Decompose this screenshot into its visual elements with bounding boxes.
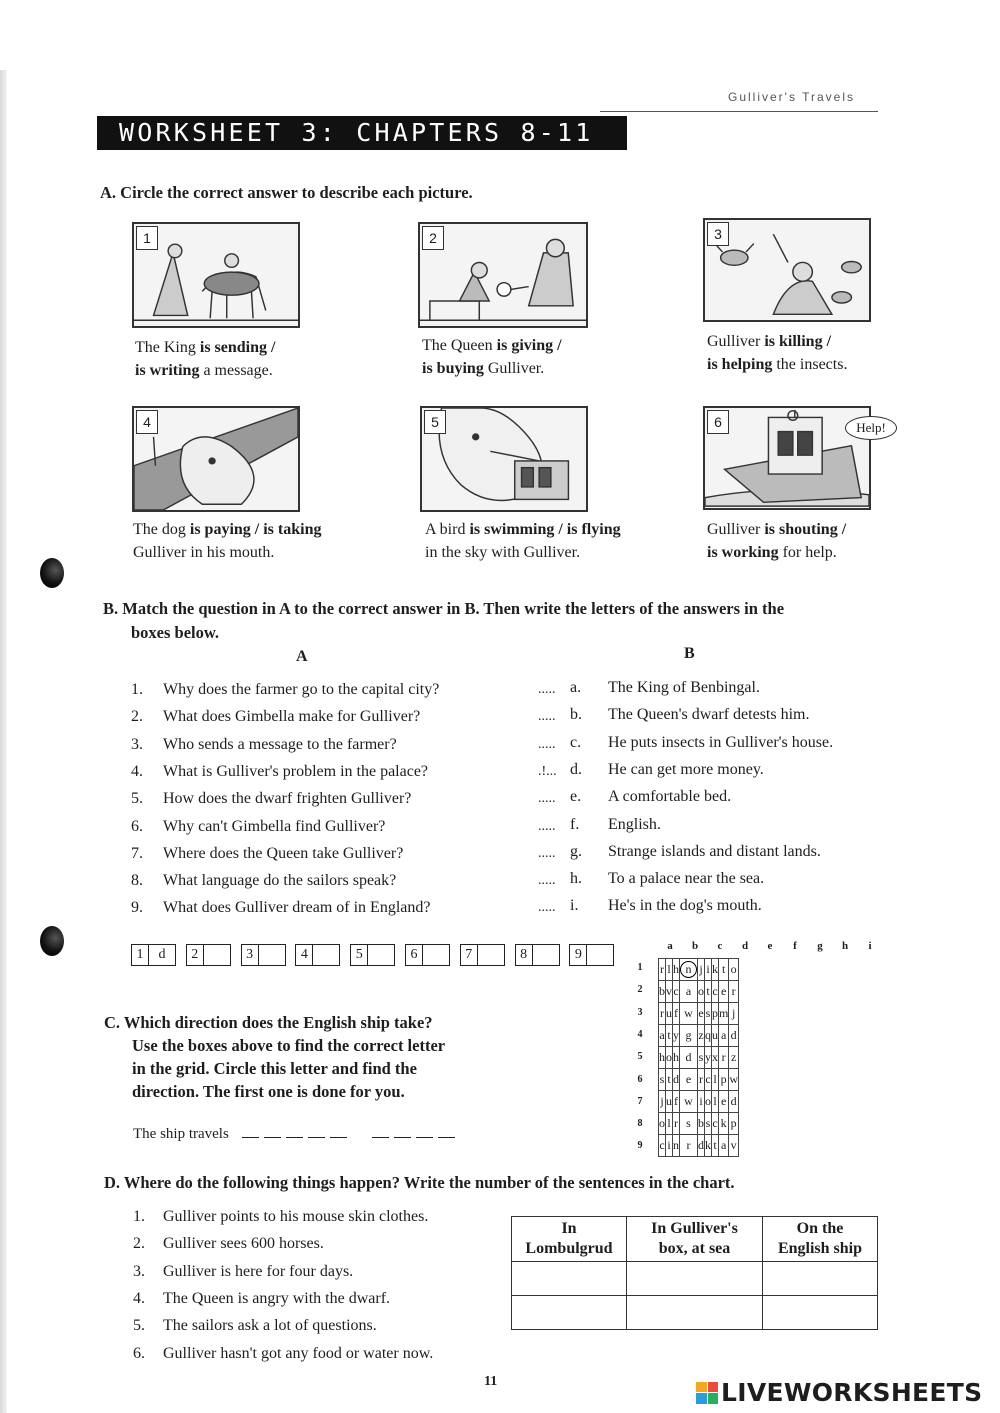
answer-dots[interactable]: ..... bbox=[538, 709, 556, 725]
chart-header-lombulgrud: In Lombulgrud bbox=[512, 1217, 627, 1262]
grid-cell[interactable]: d bbox=[680, 1047, 698, 1069]
page-edge bbox=[0, 70, 7, 1413]
grid-cell[interactable]: s bbox=[680, 1113, 698, 1135]
brand-text: LIVEWORKSHEETS bbox=[721, 1378, 983, 1407]
answer-dots[interactable]: ..... bbox=[538, 682, 556, 697]
grid-cell[interactable]: o bbox=[666, 1047, 673, 1069]
grid-cell[interactable]: l bbox=[712, 1091, 719, 1113]
grid-cell[interactable]: u bbox=[666, 1091, 673, 1113]
grid-column-label: h bbox=[841, 940, 849, 952]
column-a-heading: A bbox=[296, 648, 308, 665]
grid-cell[interactable]: p bbox=[712, 1003, 719, 1025]
grid-cell[interactable]: g bbox=[680, 1025, 698, 1047]
grid-row-label: 2 bbox=[637, 984, 643, 996]
grid-cell[interactable]: i bbox=[698, 1091, 705, 1113]
grid-column-label: c bbox=[717, 940, 723, 952]
ship-label: The ship travels bbox=[133, 1126, 229, 1142]
speech-bubble: Help! bbox=[845, 416, 897, 440]
liveworksheets-brand bbox=[696, 1378, 982, 1407]
grid-row-label: 7 bbox=[637, 1095, 643, 1107]
answer-box-letter[interactable] bbox=[313, 945, 339, 965]
grid-row-label: 5 bbox=[637, 1051, 643, 1063]
answer-box-2[interactable]: 2 bbox=[186, 944, 231, 966]
picture-caption-5[interactable]: A bird is swimming / is flying in the sky with Gulliver. bbox=[425, 521, 621, 561]
picture-number: 4 bbox=[136, 410, 158, 434]
grid-cell[interactable]: s bbox=[705, 1003, 712, 1025]
picture-caption-2[interactable]: The Queen is giving / is buying Gulliver. bbox=[422, 337, 562, 377]
answer-dots[interactable]: ..... bbox=[538, 873, 556, 889]
picture-2 bbox=[418, 222, 588, 328]
grid-cell[interactable]: w bbox=[729, 1069, 739, 1091]
grid-cell[interactable]: d bbox=[729, 1025, 739, 1047]
picture-5 bbox=[420, 406, 588, 512]
section-b-heading-2: boxes below. bbox=[131, 623, 220, 642]
grid-cell[interactable]: h bbox=[673, 1047, 680, 1069]
grid-cell[interactable]: m bbox=[719, 1003, 729, 1025]
grid-cell[interactable]: c bbox=[659, 1135, 666, 1157]
grid-cell[interactable]: y bbox=[673, 1025, 680, 1047]
grid-cell[interactable]: r bbox=[659, 1003, 666, 1025]
header-rule bbox=[600, 111, 878, 112]
grid-cell[interactable]: o bbox=[705, 1091, 712, 1113]
section-b-heading: B. Match the question in A to the correct answer in B. Then write the letters of the answers in the bbox=[103, 599, 785, 618]
grid-cell[interactable]: d bbox=[698, 1135, 705, 1157]
grid-cell[interactable]: l bbox=[666, 1113, 673, 1135]
worksheet-title: WORKSHEET 3: CHAPTERS 8-11 bbox=[97, 116, 627, 150]
grid-cell[interactable]: k bbox=[705, 1135, 712, 1157]
answer-box-3[interactable]: 3 bbox=[241, 944, 286, 966]
picture-number: 3 bbox=[707, 222, 729, 246]
answer-blank[interactable] bbox=[242, 1123, 259, 1138]
grid-cell[interactable]: r bbox=[680, 1135, 698, 1157]
grid-cell[interactable]: i bbox=[705, 959, 712, 981]
grid-cell[interactable]: d bbox=[729, 1091, 739, 1113]
grid-cell[interactable]: f bbox=[673, 1091, 680, 1113]
chart-header-english-ship: On the English ship bbox=[763, 1217, 878, 1262]
answer-dots[interactable]: ..... bbox=[538, 818, 556, 834]
grid-cell[interactable]: e bbox=[719, 981, 729, 1003]
answer-box-5[interactable]: 5 bbox=[350, 944, 395, 966]
grid-cell[interactable]: o bbox=[659, 1113, 666, 1135]
grid-cell[interactable]: c bbox=[712, 1113, 719, 1135]
picture-number: 1 bbox=[136, 226, 158, 250]
grid-cell[interactable]: t bbox=[719, 959, 729, 981]
binder-hole bbox=[40, 558, 64, 588]
section-c-heading-3: in the grid. Circle this letter and find the bbox=[132, 1059, 417, 1078]
binder-hole bbox=[40, 926, 64, 956]
grid-cell[interactable]: a bbox=[680, 981, 698, 1003]
answer-box-letter[interactable] bbox=[533, 945, 559, 965]
answer-box-8[interactable]: 8 bbox=[515, 944, 560, 966]
grid-cell[interactable]: w bbox=[680, 1003, 698, 1025]
grid-cell[interactable]: o bbox=[698, 981, 705, 1003]
answer-blank[interactable] bbox=[438, 1123, 455, 1138]
chart-cell[interactable] bbox=[512, 1262, 627, 1296]
grid-cell[interactable]: r bbox=[698, 1069, 705, 1091]
grid-cell[interactable]: u bbox=[666, 1003, 673, 1025]
grid-cell[interactable]: u bbox=[712, 1025, 719, 1047]
answer-blank[interactable] bbox=[394, 1123, 411, 1138]
grid-cell[interactable]: k bbox=[719, 1113, 729, 1135]
grid-row-label: 6 bbox=[637, 1073, 643, 1085]
grid-column-label: f bbox=[793, 940, 797, 952]
answer-blank[interactable] bbox=[308, 1123, 325, 1138]
grid-cell[interactable]: f bbox=[673, 1003, 680, 1025]
picture-4 bbox=[132, 406, 300, 512]
answer-blank[interactable] bbox=[416, 1123, 433, 1138]
answer-blank[interactable] bbox=[372, 1123, 389, 1138]
grid-cell[interactable]: n bbox=[673, 1135, 680, 1157]
answer-blank[interactable] bbox=[330, 1123, 347, 1138]
grid-cell[interactable]: z bbox=[729, 1047, 739, 1069]
picture-caption-4[interactable]: The dog is paying / is taking Gulliver in his mouth. bbox=[133, 521, 322, 561]
grid-row-label: 9 bbox=[637, 1140, 643, 1152]
illustration-sketch bbox=[705, 220, 869, 320]
grid-cell[interactable]: c bbox=[705, 1069, 712, 1091]
grid-cell[interactable]: p bbox=[729, 1113, 739, 1135]
chart-header-box-at-sea: In Gulliver's box, at sea bbox=[627, 1217, 763, 1262]
answer-box-letter[interactable] bbox=[587, 945, 613, 965]
grid-cell[interactable]: t bbox=[666, 1025, 673, 1047]
circled-letter: n bbox=[680, 961, 697, 978]
grid-cell[interactable]: r bbox=[673, 1113, 680, 1135]
grid-cell[interactable]: y bbox=[705, 1047, 712, 1069]
grid-cell[interactable]: j bbox=[659, 1091, 666, 1113]
column-b-heading: B bbox=[684, 645, 695, 662]
answer-box-letter[interactable] bbox=[478, 945, 504, 965]
picture-caption-3[interactable]: Gulliver is killing / is helping the insects. bbox=[707, 333, 848, 373]
grid-cell[interactable] bbox=[680, 959, 698, 981]
grid-cell[interactable]: i bbox=[666, 1135, 673, 1157]
location-chart bbox=[511, 1216, 878, 1330]
grid-cell[interactable]: x bbox=[712, 1047, 719, 1069]
grid-table bbox=[658, 958, 739, 1157]
section-c-heading-2: Use the boxes above to find the correct letter bbox=[132, 1036, 446, 1055]
grid-cell[interactable]: s bbox=[705, 1113, 712, 1135]
illustration-sketch bbox=[422, 408, 586, 510]
section-c-heading: C. Which direction does the English ship take? bbox=[104, 1013, 433, 1032]
answer-dots[interactable]: ..... bbox=[538, 791, 556, 807]
grid-column-label: g bbox=[817, 940, 823, 952]
grid-column-label: i bbox=[868, 940, 872, 952]
grid-cell[interactable]: d bbox=[673, 1069, 680, 1091]
grid-cell[interactable]: w bbox=[680, 1091, 698, 1113]
grid-cell[interactable]: h bbox=[659, 1047, 666, 1069]
answer-dots[interactable]: .!... bbox=[538, 763, 557, 779]
picture-caption-1[interactable]: The King is sending / is writing a message. bbox=[135, 339, 276, 379]
grid-cell[interactable]: e bbox=[719, 1091, 729, 1113]
grid-cell[interactable]: r bbox=[719, 1047, 729, 1069]
grid-cell[interactable]: k bbox=[712, 959, 719, 981]
grid-cell[interactable]: a bbox=[659, 1025, 666, 1047]
grid-cell[interactable]: c bbox=[673, 981, 680, 1003]
grid-cell[interactable]: t bbox=[666, 1069, 673, 1091]
illustration-sketch bbox=[420, 224, 586, 326]
grid-cell[interactable]: j bbox=[729, 1003, 739, 1025]
grid-cell[interactable]: o bbox=[729, 959, 739, 981]
grid-cell[interactable]: e bbox=[698, 1003, 705, 1025]
grid-row-label: 4 bbox=[637, 1028, 643, 1040]
grid-cell[interactable]: p bbox=[719, 1069, 729, 1091]
grid-cell[interactable]: j bbox=[698, 959, 705, 981]
picture-caption-6[interactable]: Gulliver is shouting / is working for help. bbox=[707, 521, 847, 561]
grid-cell[interactable]: t bbox=[705, 981, 712, 1003]
grid-cell[interactable]: r bbox=[729, 981, 739, 1003]
grid-column-label: b bbox=[691, 940, 699, 952]
liveworksheets-logo-icon bbox=[696, 1382, 718, 1404]
grid-cell[interactable]: a bbox=[719, 1025, 729, 1047]
grid-cell[interactable]: r bbox=[659, 959, 666, 981]
illustration-sketch bbox=[134, 224, 298, 326]
chart-cell[interactable] bbox=[627, 1262, 763, 1296]
picture-number: 6 bbox=[707, 410, 729, 434]
grid-cell[interactable]: a bbox=[719, 1135, 729, 1157]
grid-cell[interactable]: b bbox=[659, 981, 666, 1003]
answer-dots[interactable]: ..... bbox=[538, 736, 556, 752]
chart-cell[interactable] bbox=[627, 1296, 763, 1330]
grid-cell[interactable]: v bbox=[729, 1135, 739, 1157]
grid-row-label: 1 bbox=[637, 962, 643, 973]
grid-row-label: 8 bbox=[637, 1118, 643, 1130]
grid-cell[interactable]: b bbox=[698, 1113, 705, 1135]
answer-box-letter[interactable] bbox=[423, 945, 449, 965]
grid-column-label: e bbox=[767, 940, 773, 952]
answer-box-6[interactable]: 6 bbox=[405, 944, 450, 966]
grid-cell[interactable]: s bbox=[659, 1069, 666, 1091]
grid-cell[interactable]: e bbox=[680, 1069, 698, 1091]
chart-cell[interactable] bbox=[763, 1296, 878, 1330]
grid-row-label: 3 bbox=[637, 1006, 643, 1018]
answer-box-4[interactable]: 4 bbox=[295, 944, 340, 966]
answer-box-letter[interactable]: d bbox=[158, 947, 166, 962]
picture-3 bbox=[703, 218, 871, 322]
grid-cell[interactable]: v bbox=[666, 981, 673, 1003]
section-c-heading-4: direction. The first one is done for you. bbox=[132, 1082, 405, 1101]
section-a-heading: A. Circle the correct answer to describe each picture. bbox=[100, 183, 473, 202]
answer-box-letter[interactable] bbox=[204, 945, 230, 965]
grid-cell[interactable]: s bbox=[698, 1047, 705, 1069]
book-title: Gulliver's Travels bbox=[728, 90, 855, 104]
grid-column-label: d bbox=[741, 940, 749, 952]
picture-number: 2 bbox=[422, 226, 444, 250]
grid-column-label: a bbox=[667, 940, 673, 952]
grid-cell[interactable]: l bbox=[712, 1069, 719, 1091]
picture-6 bbox=[703, 406, 871, 510]
answer-box-letter[interactable] bbox=[259, 945, 285, 965]
answer-dots[interactable]: ..... bbox=[538, 845, 556, 861]
grid-cell[interactable]: h bbox=[673, 959, 680, 981]
answer-dots[interactable]: ..... bbox=[538, 900, 556, 916]
chart-cell[interactable] bbox=[512, 1296, 627, 1330]
answer-box-9[interactable]: 9 bbox=[569, 944, 614, 966]
grid-cell[interactable]: c bbox=[712, 981, 719, 1003]
grid-cell[interactable]: l bbox=[666, 959, 673, 981]
answer-box-1[interactable]: 1 d bbox=[131, 944, 176, 966]
picture-number: 5 bbox=[424, 410, 446, 434]
answer-blank[interactable] bbox=[264, 1123, 281, 1138]
page-number: 11 bbox=[484, 1374, 498, 1389]
answer-box-letter[interactable] bbox=[368, 945, 394, 965]
illustration-sketch bbox=[134, 408, 298, 510]
answer-blank[interactable] bbox=[286, 1123, 303, 1138]
section-d-heading: D. Where do the following things happen? Write the number of the sentences in the chart. bbox=[104, 1173, 735, 1192]
chart-cell[interactable] bbox=[763, 1262, 878, 1296]
grid-cell[interactable]: t bbox=[712, 1135, 719, 1157]
answer-box-7[interactable]: 7 bbox=[460, 944, 505, 966]
grid-cell[interactable]: z bbox=[698, 1025, 705, 1047]
picture-1 bbox=[132, 222, 300, 328]
grid-cell[interactable]: q bbox=[705, 1025, 712, 1047]
ship-answer-line bbox=[133, 1123, 460, 1143]
illustration-sketch bbox=[705, 408, 869, 508]
